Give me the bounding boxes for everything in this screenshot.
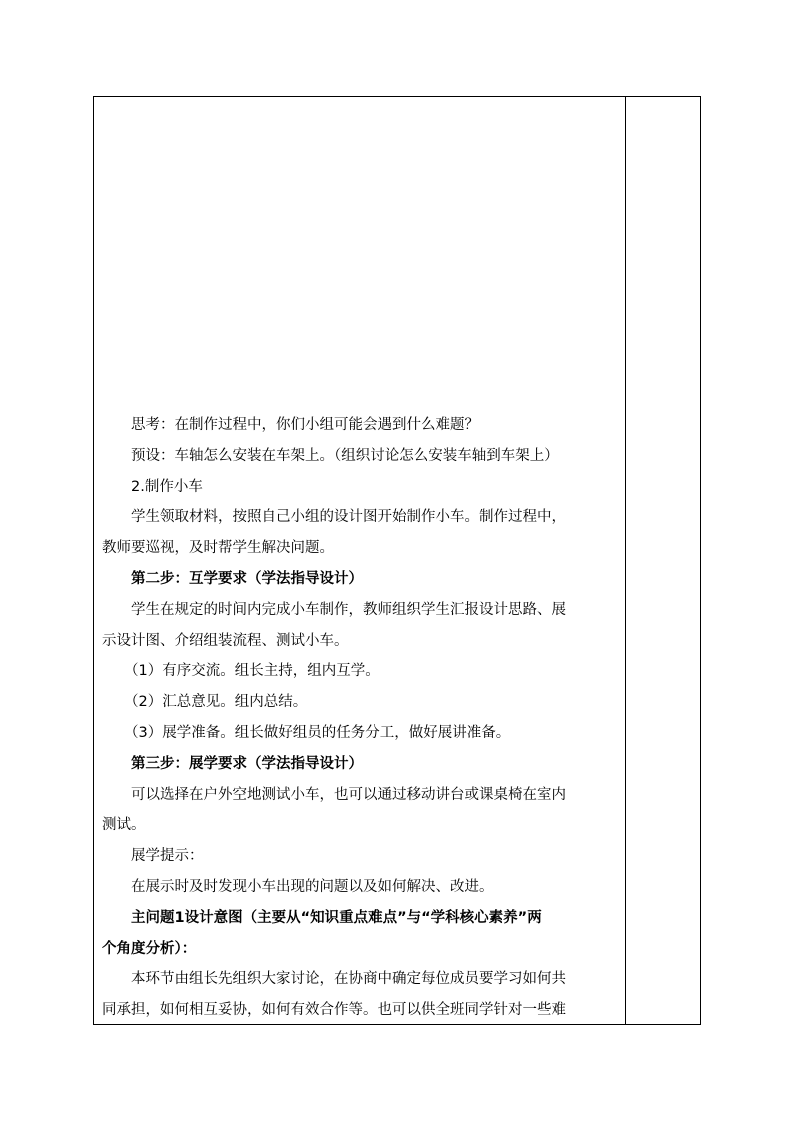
- lesson-content: [102, 410, 622, 1026]
- lesson-table: [93, 96, 701, 1025]
- list-item: （3）展学准备。组长做好组员的任务分工，做好展讲准备。: [124, 724, 511, 741]
- list-item: （1）有序交流。组长主持，组内互学。: [124, 663, 380, 680]
- design-intent-heading: 主问题1设计意图（主要从“知识重点难点”与“学科核心素养”两: [131, 909, 542, 926]
- text-line: 学生领取材料，按照自己小组的设计图开始制作小车。制作过程中，: [131, 509, 566, 526]
- text-line: 本环节由组长先组织大家讨论，在协商中确定每位成员要学习如何共: [131, 971, 566, 988]
- step-heading: 第二步：互学要求（学法指导设计）: [131, 570, 363, 587]
- text-line: 展学提示：: [131, 848, 204, 865]
- text-line: 学生在规定的时间内完成小车制作，教师组织学生汇报设计思路、展: [131, 601, 566, 618]
- section-heading: 2.制作小车: [131, 478, 203, 495]
- step-heading: 第三步：展学要求（学法指导设计）: [131, 755, 363, 772]
- text-line: 可以选择在户外空地测试小车，也可以通过移动讲台或课桌椅在室内: [131, 786, 566, 803]
- text-line: 测试。: [102, 817, 146, 834]
- text-line: 教师要巡视，及时帮学生解决问题。: [102, 540, 334, 557]
- text-line: 思考：在制作过程中，你们小组可能会遇到什么难题？: [131, 417, 479, 433]
- text-line: 在展示时及时发现小车出现的问题以及如何解决、改进。: [131, 878, 494, 895]
- column-divider: [625, 97, 626, 1024]
- text-line: 示设计图、介绍组装流程、测试小车。: [102, 632, 349, 649]
- design-intent-heading: 个角度分析）：: [102, 940, 197, 957]
- text-line: 同承担，如何相互妥协，如何有效合作等。也可以供全班同学针对一些难: [102, 1002, 566, 1019]
- list-item: （2）汇总意见。组内总结。: [124, 694, 308, 711]
- text-line: 预设：车轴怎么安装在车架上。（组织讨论怎么安装车轴到车架上）: [131, 447, 559, 464]
